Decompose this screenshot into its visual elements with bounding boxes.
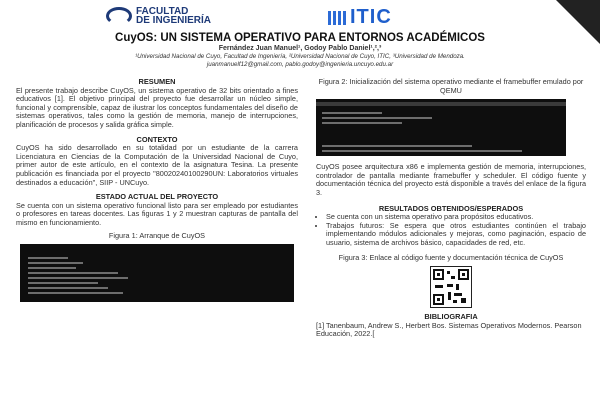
qr-code[interactable] — [430, 266, 472, 308]
figure1-caption: Figura 1: Arranque de CuyOS — [108, 230, 206, 240]
bibliografia-heading: BIBLIOGRAFIA — [424, 312, 478, 322]
university-emblem-icon — [106, 7, 132, 25]
paper-authors: Fernández Juan Manuel¹, Godoy Pablo Daniel¹,²,³ — [218, 45, 382, 52]
left-column — [16, 78, 298, 302]
logo-right-text: ITIC — [350, 6, 392, 28]
architecture-text: CuyOS posee arquitectura x86 e implementa gestión de memoria, interrupciones, controlador de pantalla mediante framebuffer y scheduler. El código fuente y documentación técnica del proyecto está disponible a través del enlace de la figura 3. — [316, 162, 586, 197]
paper-affiliation — [0, 53, 600, 68]
bibliografia-text: [1] Tanenbaum, Andrew S., Herbert Bos. Sistemas Operativos Modernos. Pearson Educación, 2022.[ — [316, 320, 582, 339]
logo-left-line1: FACULTAD — [136, 6, 189, 17]
figure1-boot-screenshot — [20, 244, 294, 302]
resultados-heading: RESULTADOS OBTENIDOS/ESPERADOS — [378, 203, 524, 213]
affiliation-line1: ¹Universidad Nacional de Cuyo, Facultad de Ingeniería, ²Universidad Nacional de Cuyo, ITIC, ³Universidad de Mendoza. — [135, 53, 465, 60]
figure3-caption: Figura 3: Enlace al código fuente y documentación técnica de CuyOS — [338, 252, 564, 262]
estado-text: Se cuenta con un sistema operativo funcional listo para ser empleado por estudiantes o profesores en tareas docentes. Las figuras 1 y 2 muestran capturas de pantalla del mismo en funcionamiento. — [16, 200, 298, 227]
itic-logo — [328, 6, 392, 29]
paper-title: CuyOS: UN SISTEMA OPERATIVO PARA ENTORNOS ACADÉMICOS — [115, 32, 485, 44]
figure2-framebuffer-screenshot — [316, 99, 566, 156]
contexto-text: CuyOS ha sido desarrollado en su totalidad por un estudiante de la carrera Licenciatura en Ciencias de la Computación de la Universidad Nacional de Cuyo, primer autor de este artículo, en el contexto de la asignatura Tesina. La presente publicación es financiada por el proyecto "80020240100290UN: Laboratorios virtuales destinados a educación", SIIP - UNCuyo. — [16, 143, 298, 187]
itic-bars-icon — [328, 11, 346, 25]
resultados-item: • Se cuenta con un sistema operativo para propósitos educativos. — [326, 213, 586, 222]
resultados-list — [316, 213, 586, 247]
facultad-ingenieria-logo — [106, 7, 211, 25]
resultados-item: • Trabajos futuros: Se espera que otros estudiantes continúen el trabajo implementando módulos adicionales y mejoras, como paginación, espacio de usuario, sistema de archivos básico, capacidades de red, etc. — [326, 222, 586, 248]
figure2-caption: Figura 2: Inicialización del sistema operativo mediante el framebuffer emulado por QEMU — [318, 77, 584, 95]
right-column — [316, 78, 586, 339]
estado-heading: ESTADO ACTUAL DEL PROYECTO — [95, 192, 219, 202]
affiliation-line2: juanmanuelf12@gmail.com, pablo.godoy@ingenieria.uncuyo.edu.ar — [206, 60, 394, 68]
contexto-heading: CONTEXTO — [136, 134, 178, 144]
resumen-text: El presente trabajo describe CuyOS, un sistema operativo de 32 bits orientado a fines educativos [1]. El objetivo principal del proyecto fue desarrollar un núcleo simple, funcional y comprensible, capaz de ilustrar los conceptos fundamentales del diseño de sistemas operativos, tales como la gestión de memoria, manejo de interrupciones, planificación de procesos y salida gráfica simple. — [16, 85, 298, 129]
resumen-heading: RESUMEN — [138, 77, 176, 86]
logo-left-line2: DE INGENIERÍA — [136, 15, 212, 26]
